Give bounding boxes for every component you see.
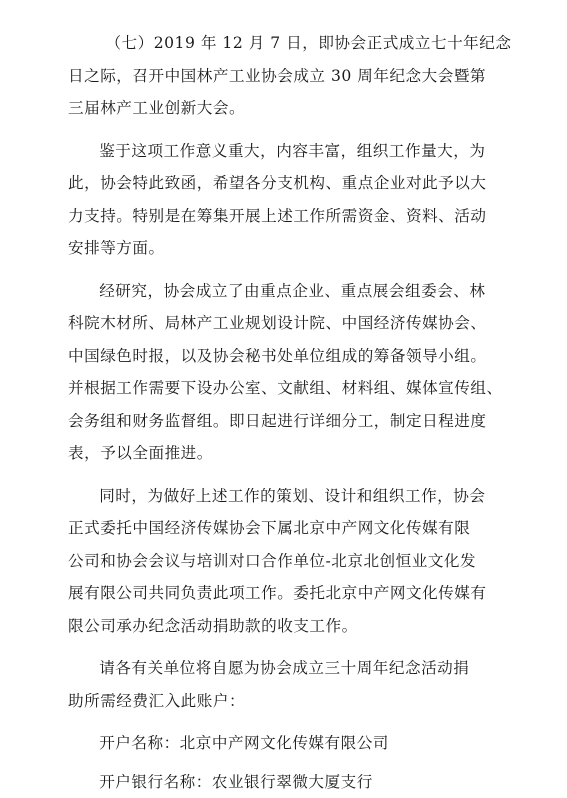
paragraph-donation-request [68,652,529,717]
text-line: 正式委托中国经济传媒协会下属北京中产网文化传媒有限 [68,512,529,545]
text-line: 并根据工作需要下设办公室、文献组、材料组、媒体宣传组、 [68,372,529,405]
paragraph-support-request [68,135,529,265]
text-line: 助所需经费汇入此账户： [68,685,529,718]
text-line: 鉴于这项工作意义重大，内容丰富，组织工作量大，为 [68,135,529,168]
text-line: 力支持。特别是在筹集开展上述工作所需资金、资料、活动 [68,200,529,233]
account-name: 开户名称：北京中产网文化传媒有限公司 [68,727,529,760]
text-line: 表，予以全面推进。 [68,437,529,470]
text-line: 三届林产工业创新大会。 [68,92,529,125]
text-line: 展有限公司共同负责此项工作。委托北京中产网文化传媒有 [68,577,529,610]
text-line: 限公司承办纪念活动捐助款的收支工作。 [68,610,529,643]
text-line: 经研究，协会成立了由重点企业、重点展会组委会、林 [68,275,529,308]
text-line: 会务组和财务监督组。即日起进行详细分工，制定日程进度 [68,405,529,438]
paragraph-item-7 [68,27,529,125]
paragraph-commission [68,480,529,643]
text-line: 科院木材所、局林产工业规划设计院、中国经济传媒协会、 [68,307,529,340]
paragraph-organization [68,275,529,470]
text-line: 请各有关单位将自愿为协会成立三十周年纪念活动捐 [68,652,529,685]
text-line: 中国绿色时报，以及协会秘书处单位组成的筹备领导小组。 [68,340,529,373]
text-line: 此，协会特此致函，希望各分支机构、重点企业对此予以大 [68,167,529,200]
text-line: 同时，为做好上述工作的策划、设计和组织工作，协会 [68,480,529,513]
text-line: （七）2019 年 12 月 7 日，即协会正式成立七十年纪念 [68,27,529,60]
text-line: 公司和协会会议与培训对口合作单位-北京北创恒业文化发 [68,545,529,578]
text-line: 安排等方面。 [68,232,529,265]
account-bank: 开户银行名称：农业银行翠微大厦支行 [68,766,529,798]
text-line: 日之际，召开中国林产工业协会成立 30 周年纪念大会暨第 [68,60,529,93]
